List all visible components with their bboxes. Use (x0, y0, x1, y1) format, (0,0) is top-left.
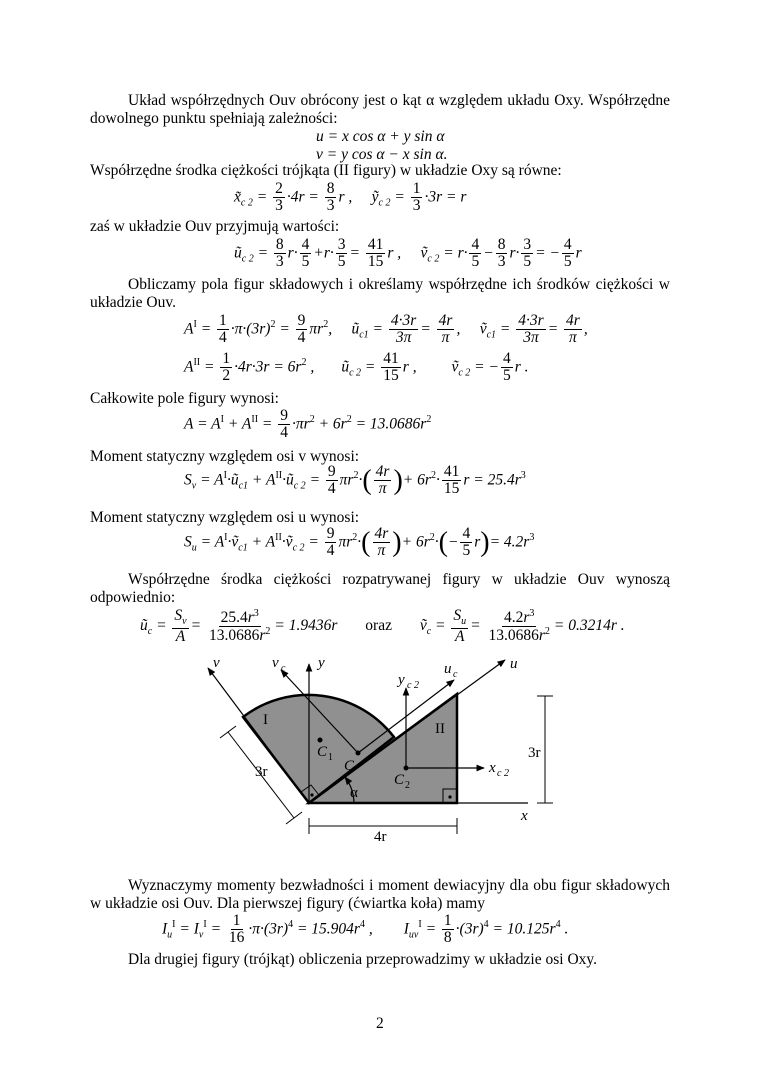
label-xc2: x (489, 760, 496, 776)
paragraph-9-line-1: Wyznaczymy momenty bezwładności i moment dewiacyjny dla obu figur składowych (128, 877, 670, 894)
paragraph-7: Moment statyczny względem osi u wynosi: (90, 509, 360, 526)
paragraph-10: Dla drugiej figury (trójkąt) obliczenia przeprowadzimy w układzie osi Oxy. (128, 951, 598, 968)
equation-total-area: $A = A^I + A^{II}$ = $\frac{9}{4}$ $\cdot\pi r^2 + 6r^2 = 13.0686r^2$ (184, 407, 432, 442)
centroid-c1-point (318, 738, 323, 743)
geometry-figure (0, 650, 760, 860)
paragraph-8-line-2: odpowiednio: (90, 589, 176, 606)
equation-uc2-vc2: $ũ_{c 2}$ = $\frac{8}{3}$ r· $\frac{4}{5}$ +r· $\frac{3}{5}$ = $\frac{41}{15}$ r , ṽ$_{c 2}$ = r· $\frac{4}{5}$ − $\frac{8}{3}$ r· $\frac{3}{5}$ = − $\frac{4}{5}$ r (234, 236, 582, 271)
equation-xc2-yc2: $x̃_{c 2}$ = $\frac{2}{3}$ ·4r = $\frac{8}{3}$ r , ỹ$_{c 2}$ = $\frac{1}{3}$ ·3r = r (234, 180, 467, 215)
right-angle-dot-origin (310, 793, 313, 796)
equation-static-moment-u: $S_u$ = $A^I\cdot ṽ_{c1}$ + $A^{II}\cdot ṽ_{c 2}$ = $\frac{9}{4}$ $\pi r^2\cdot$( $\frac{4r}{\pi}$ )+ $6r^2\cdot(-$ $\frac{4}{5}$ $r)= 4.2r^3$ (184, 525, 535, 560)
equation-inertia-moments: $I_u^I = I_v^I$ = $\frac{1}{16}$ $\cdot\pi\cdot(3r)^4 = 15.904r^4$ , $I_{uv}^I$ = $\frac{1}{8}$ $\cdot(3r)^4 = 10.125r^4$ . (162, 912, 569, 947)
label-dim-4r: 4r (374, 829, 387, 845)
paragraph-6: Moment statyczny względem osi v wynosi: (90, 448, 360, 465)
label-vc-sub: c (281, 663, 286, 674)
centroid-c2-point (404, 766, 409, 771)
label-dim-3r-right: 3r (528, 745, 541, 761)
paragraph-1-line-1: Układ współrzędnych Ouv obrócony jest o kąt α względem układu Oxy. Współrzędne (128, 92, 670, 109)
paragraph-2: Współrzędne środka ciężkości trójkąta (II figury) w układzie Oxy są równe: (90, 162, 562, 179)
dimension-tick-3r-left-top (220, 726, 236, 738)
label-uc: u (444, 661, 452, 677)
label-vc: v (272, 655, 279, 671)
paragraph-9-line-2: w układzie osi Ouv. Dla pierwszej figury (ćwiartka koła) mamy (90, 895, 485, 912)
paragraph-3: zaś w układzie Ouv przyjmują wartości: (90, 218, 340, 235)
equation-areas-1: $A^I$ = $\frac{1}{4}$ $\cdot\pi\cdot(3r)^2$ = $\frac{9}{4}$ $\pi r^2$, $ũ_{c1}$ = $\frac{4\cdot 3r}{3\pi}$ = $\frac{4r}{\pi}$ , ṽ$_{c1}$ = $\frac{4\cdot 3r}{3\pi}$ = $\frac{4r}{\pi}$ , (184, 312, 588, 347)
equation-static-moment-v: $S_v$ = $A^I\cdot ũ_{c1}$ + $A^{II}\cdot ũ_{c 2}$ = $\frac{9}{4}$ $\pi r^2\cdot$( $\frac{4r}{\pi}$ )+ $6r^2\cdot$ $\frac{41}{15}$ $r = 25.4r^3$ (184, 463, 526, 498)
oraz-word: oraz (365, 616, 392, 634)
paragraph-5: Całkowite pole figury wynosi: (90, 390, 279, 407)
equation-transform-v: v = y cos α − x sin α. (316, 146, 448, 163)
paragraph-8-line-1: Współrzędne środka ciężkości rozpatrywanej figury w układzie Ouv wynoszą (128, 571, 670, 588)
label-v: v (213, 655, 220, 671)
label-alpha: α (350, 785, 358, 801)
label-xc2-sub: c 2 (497, 768, 509, 779)
label-region-I: I (263, 712, 268, 728)
label-c1-sub: 1 (328, 752, 333, 763)
label-y: y (318, 655, 325, 671)
paragraph-4-line-1: Obliczamy pola figur składowych i określamy współrzędne ich środków ciężkości w (128, 276, 670, 293)
label-u: u (510, 656, 518, 672)
label-c1: C (317, 744, 328, 760)
label-uc-sub: c (453, 669, 458, 680)
label-c: C (344, 758, 355, 774)
equation-transform-u: u = x cos α + y sin α (316, 128, 445, 145)
page-number: 2 (376, 1015, 384, 1032)
paragraph-1-line-2: dowolnego punktu spełniają zależności: (90, 110, 338, 127)
equation-areas-2: $A^{II}$ = $\frac{1}{2}$ $\cdot 4r\cdot 3r = 6r^2$ , $ũ_{c 2}$ = $\frac{41}{15}$ r , ṽ$_{c 2}$ = − $\frac{4}{5}$ r . (184, 350, 529, 385)
label-c2-sub: 2 (405, 780, 410, 791)
equation-centroid-result: $ũ_c$ = $\frac{S_v}{A}$ = $\frac{25.4r^3}{13.0686r^2}$ = 1.9436r oraz ṽ$_c$ = $\frac{S_u}{A}$ = $\frac{4.2r^3}{13.0686r^2}$ = 0.3214r . (140, 607, 625, 645)
label-c2: C (394, 772, 405, 788)
label-dim-3r-left: 3r (255, 764, 268, 780)
label-region-II: II (435, 721, 445, 737)
label-x: x (521, 808, 528, 824)
paragraph-4-line-2: układzie Ouv. (90, 294, 176, 311)
label-yc2-sub: c 2 (407, 680, 419, 691)
label-yc2: y (398, 672, 405, 688)
right-angle-dot-triangle (448, 795, 451, 798)
dimension-tick-3r-left-bottom (286, 812, 302, 824)
centroid-c-point (356, 751, 361, 756)
